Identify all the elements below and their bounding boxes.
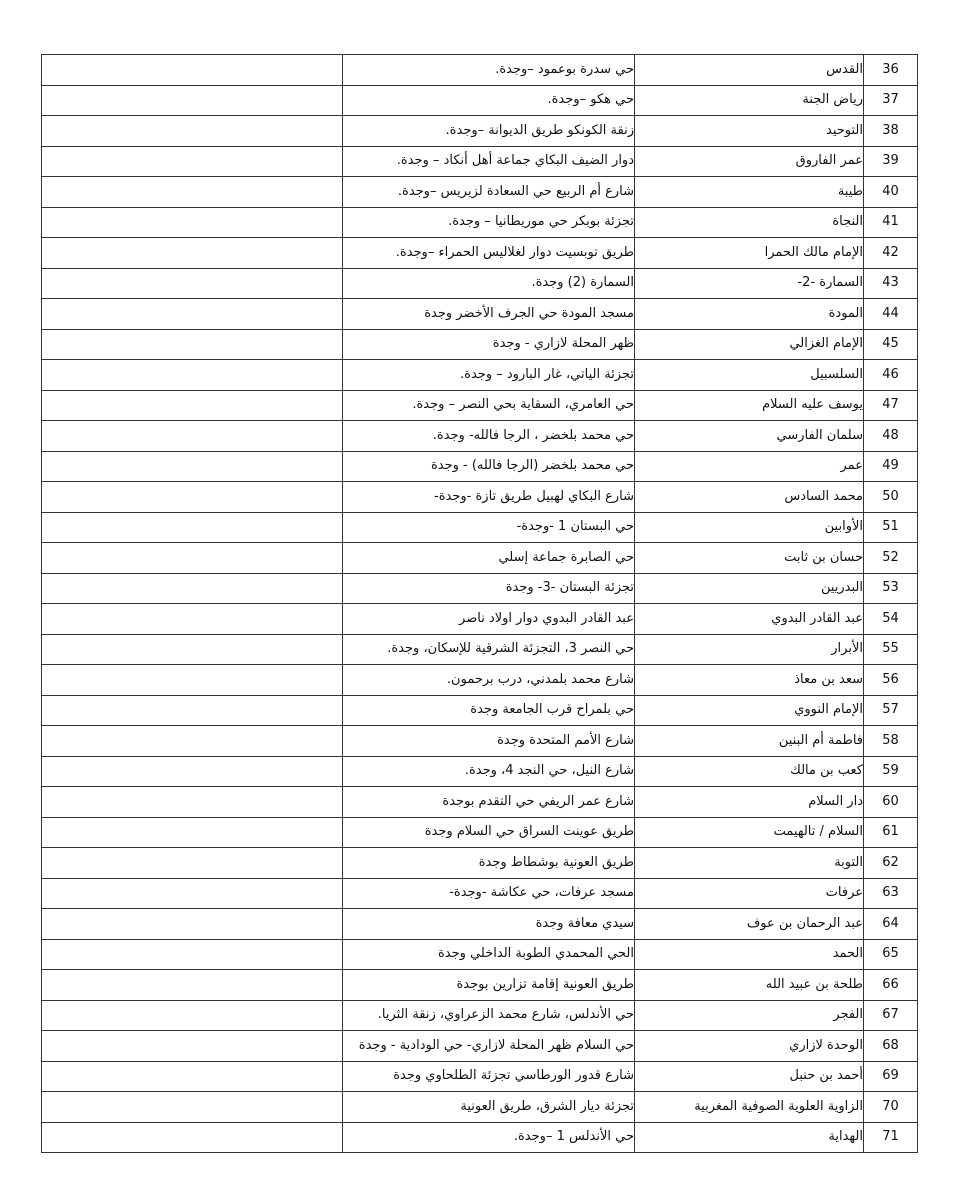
empty-cell xyxy=(42,329,343,360)
mosque-name-cell: الزاوية العلوية الصوفية المغربية xyxy=(635,1092,864,1123)
address-cell: السمارة (2) وجدة. xyxy=(343,268,635,299)
table-row xyxy=(42,299,918,330)
row-number-cell: 53 xyxy=(864,573,918,604)
table-row xyxy=(42,177,918,208)
row-number-cell: 67 xyxy=(864,1000,918,1031)
table-row xyxy=(42,512,918,543)
address-cell: حي بلمراح قرب الجامعة وجدة xyxy=(343,695,635,726)
table-row xyxy=(42,726,918,757)
mosque-name-cell: يوسف عليه السلام xyxy=(635,390,864,421)
address-cell: طريق عوينت السراق حي السلام وجدة xyxy=(343,817,635,848)
empty-cell xyxy=(42,390,343,421)
empty-cell xyxy=(42,1092,343,1123)
empty-cell xyxy=(42,482,343,513)
empty-cell xyxy=(42,1122,343,1153)
row-number-cell: 55 xyxy=(864,634,918,665)
row-number-cell: 58 xyxy=(864,726,918,757)
address-cell: الحي المحمدي الطوبة الداخلي وجدة xyxy=(343,939,635,970)
mosque-name-cell: التوبة xyxy=(635,848,864,879)
mosque-name-cell: البدريين xyxy=(635,573,864,604)
table-row xyxy=(42,1031,918,1062)
table-row xyxy=(42,421,918,452)
table-row xyxy=(42,146,918,177)
mosque-name-cell: رياض الجنة xyxy=(635,85,864,116)
empty-cell xyxy=(42,238,343,269)
table-row xyxy=(42,665,918,696)
row-number-cell: 41 xyxy=(864,207,918,238)
row-number-cell: 61 xyxy=(864,817,918,848)
mosque-name-cell: الإمام النووي xyxy=(635,695,864,726)
address-cell: شارع البكاي لهبيل طريق تازة -وجدة- xyxy=(343,482,635,513)
row-number-cell: 40 xyxy=(864,177,918,208)
address-cell: ظهر المحلة لازاري - وجدة xyxy=(343,329,635,360)
empty-cell xyxy=(42,268,343,299)
row-number-cell: 51 xyxy=(864,512,918,543)
table-row xyxy=(42,756,918,787)
address-cell: شارع النيل، حي النجد 4، وجدة. xyxy=(343,756,635,787)
row-number-cell: 52 xyxy=(864,543,918,574)
row-number-cell: 37 xyxy=(864,85,918,116)
empty-cell xyxy=(42,695,343,726)
row-number-cell: 64 xyxy=(864,909,918,940)
address-cell: شارع الأمم المتحدة وجدة xyxy=(343,726,635,757)
row-number-cell: 68 xyxy=(864,1031,918,1062)
address-cell: حي الصابرة جماعة إسلي xyxy=(343,543,635,574)
mosque-name-cell: دار السلام xyxy=(635,787,864,818)
table-row xyxy=(42,329,918,360)
mosque-name-cell: عمر xyxy=(635,451,864,482)
row-number-cell: 57 xyxy=(864,695,918,726)
empty-cell xyxy=(42,939,343,970)
table-row xyxy=(42,817,918,848)
row-number-cell: 60 xyxy=(864,787,918,818)
empty-cell xyxy=(42,604,343,635)
table-row xyxy=(42,634,918,665)
row-number-cell: 43 xyxy=(864,268,918,299)
empty-cell xyxy=(42,878,343,909)
empty-cell xyxy=(42,1031,343,1062)
empty-cell xyxy=(42,573,343,604)
address-cell: شارع عمر الريفي حي التقدم بوجدة xyxy=(343,787,635,818)
empty-cell xyxy=(42,665,343,696)
row-number-cell: 62 xyxy=(864,848,918,879)
table-row xyxy=(42,238,918,269)
table-row xyxy=(42,909,918,940)
address-cell: مسجد عرفات، حي عكاشة -وجدة- xyxy=(343,878,635,909)
mosque-name-cell: سلمان الفارسي xyxy=(635,421,864,452)
address-cell: زنقة الكونكو طريق الديوانة –وجدة. xyxy=(343,116,635,147)
address-cell: حي سدرة بوعمود –وجدة. xyxy=(343,55,635,86)
mosque-name-cell: كعب بن مالك xyxy=(635,756,864,787)
mosque-name-cell: الوحدة لازاري xyxy=(635,1031,864,1062)
address-cell: حي النصر 3، التجزئة الشرقية للإسكان، وجدة. xyxy=(343,634,635,665)
mosque-name-cell: السمارة -2- xyxy=(635,268,864,299)
empty-cell xyxy=(42,817,343,848)
empty-cell xyxy=(42,909,343,940)
table-row xyxy=(42,1092,918,1123)
empty-cell xyxy=(42,299,343,330)
empty-cell xyxy=(42,1000,343,1031)
row-number-cell: 49 xyxy=(864,451,918,482)
address-cell: حي الأندلس، شارع محمد الزعراوي، زنقة الثريا. xyxy=(343,1000,635,1031)
mosque-name-cell: القدس xyxy=(635,55,864,86)
mosque-table xyxy=(41,54,918,1153)
address-cell: طريق العونية بوشطاط وجدة xyxy=(343,848,635,879)
mosque-name-cell: سعد بن معاذ xyxy=(635,665,864,696)
empty-cell xyxy=(42,512,343,543)
mosque-name-cell: عرفات xyxy=(635,878,864,909)
mosque-name-cell: حسان بن ثابت xyxy=(635,543,864,574)
row-number-cell: 44 xyxy=(864,299,918,330)
table-row xyxy=(42,543,918,574)
empty-cell xyxy=(42,85,343,116)
table-row xyxy=(42,1122,918,1153)
row-number-cell: 59 xyxy=(864,756,918,787)
address-cell: شارع محمد بلمدني، درب برحمون. xyxy=(343,665,635,696)
mosque-name-cell: الأبرار xyxy=(635,634,864,665)
row-number-cell: 42 xyxy=(864,238,918,269)
address-cell: طريق العونية إقامة تزارين بوجدة xyxy=(343,970,635,1001)
empty-cell xyxy=(42,360,343,391)
table-row xyxy=(42,878,918,909)
address-cell: حي العامري، السقاية بحي النصر – وجدة. xyxy=(343,390,635,421)
row-number-cell: 63 xyxy=(864,878,918,909)
mosque-name-cell: الفجر xyxy=(635,1000,864,1031)
empty-cell xyxy=(42,116,343,147)
table-body xyxy=(42,55,918,1153)
mosque-name-cell: فاطمة أم البنين xyxy=(635,726,864,757)
table-row xyxy=(42,604,918,635)
empty-cell xyxy=(42,787,343,818)
empty-cell xyxy=(42,146,343,177)
row-number-cell: 54 xyxy=(864,604,918,635)
table-row xyxy=(42,695,918,726)
address-cell: حي هكو –وجدة. xyxy=(343,85,635,116)
mosque-name-cell: المودة xyxy=(635,299,864,330)
empty-cell xyxy=(42,634,343,665)
address-cell: حي محمد بلخضر ، الرجا فالله- وجدة. xyxy=(343,421,635,452)
mosque-name-cell: عبد الرحمان بن عوف xyxy=(635,909,864,940)
table-row xyxy=(42,482,918,513)
empty-cell xyxy=(42,543,343,574)
mosque-name-cell: عمر الفاروق xyxy=(635,146,864,177)
mosque-name-cell: السلام / تالهيمت xyxy=(635,817,864,848)
mosque-name-cell: الأوابين xyxy=(635,512,864,543)
mosque-name-cell: السلسبيل xyxy=(635,360,864,391)
mosque-name-cell: التوحيد xyxy=(635,116,864,147)
empty-cell xyxy=(42,1061,343,1092)
empty-cell xyxy=(42,207,343,238)
mosque-name-cell: محمد السادس xyxy=(635,482,864,513)
table-row xyxy=(42,207,918,238)
row-number-cell: 71 xyxy=(864,1122,918,1153)
row-number-cell: 46 xyxy=(864,360,918,391)
mosque-name-cell: الإمام مالك الحمرا xyxy=(635,238,864,269)
empty-cell xyxy=(42,421,343,452)
address-cell: تجزئة بوبكر حي موريطانيا – وجدة. xyxy=(343,207,635,238)
empty-cell xyxy=(42,756,343,787)
table-row xyxy=(42,116,918,147)
row-number-cell: 45 xyxy=(864,329,918,360)
address-cell: تجزئة البستان -3- وجدة xyxy=(343,573,635,604)
address-cell: دوار الضيف البكاي جماعة أهل أنكاد – وجدة. xyxy=(343,146,635,177)
address-cell: حي محمد بلخضر (الرجا فالله) - وجدة xyxy=(343,451,635,482)
document-page xyxy=(41,54,913,1153)
address-cell: حي السلام ظهر المحلة لازاري- حي الودادية - وجدة xyxy=(343,1031,635,1062)
table-row xyxy=(42,848,918,879)
mosque-name-cell: طلحة بن عبيد الله xyxy=(635,970,864,1001)
row-number-cell: 65 xyxy=(864,939,918,970)
mosque-name-cell: الحمد xyxy=(635,939,864,970)
address-cell: شارع قدور الورطاسي تجزئة الطلحاوي وجدة xyxy=(343,1061,635,1092)
row-number-cell: 38 xyxy=(864,116,918,147)
empty-cell xyxy=(42,848,343,879)
row-number-cell: 47 xyxy=(864,390,918,421)
address-cell: مسجد المودة حي الجرف الأخضر وجدة xyxy=(343,299,635,330)
row-number-cell: 56 xyxy=(864,665,918,696)
address-cell: تجزئة ديار الشرق، طريق العونية xyxy=(343,1092,635,1123)
row-number-cell: 48 xyxy=(864,421,918,452)
row-number-cell: 66 xyxy=(864,970,918,1001)
address-cell: حي الأندلس 1 –وجدة. xyxy=(343,1122,635,1153)
address-cell: حي البستان 1 -وجدة- xyxy=(343,512,635,543)
row-number-cell: 70 xyxy=(864,1092,918,1123)
mosque-name-cell: الإمام الغزالي xyxy=(635,329,864,360)
empty-cell xyxy=(42,55,343,86)
table-row xyxy=(42,360,918,391)
row-number-cell: 39 xyxy=(864,146,918,177)
address-cell: شارع أم الربيع حي السعادة لزيريس –وجدة. xyxy=(343,177,635,208)
address-cell: تجزئة الياتي، غار البارود – وجدة. xyxy=(343,360,635,391)
table-row xyxy=(42,55,918,86)
table-row xyxy=(42,787,918,818)
empty-cell xyxy=(42,177,343,208)
mosque-name-cell: النجاة xyxy=(635,207,864,238)
mosque-name-cell: الهداية xyxy=(635,1122,864,1153)
address-cell: عبد القادر البدوي دوار اولاد ناصر xyxy=(343,604,635,635)
table-row xyxy=(42,1000,918,1031)
table-row xyxy=(42,573,918,604)
empty-cell xyxy=(42,726,343,757)
table-row xyxy=(42,1061,918,1092)
table-row xyxy=(42,390,918,421)
mosque-name-cell: طيبة xyxy=(635,177,864,208)
table-row xyxy=(42,268,918,299)
row-number-cell: 50 xyxy=(864,482,918,513)
table-row xyxy=(42,970,918,1001)
address-cell: طريق توبسيت دوار لغلاليس الحمراء –وجدة. xyxy=(343,238,635,269)
address-cell: سيدي معافة وجدة xyxy=(343,909,635,940)
row-number-cell: 69 xyxy=(864,1061,918,1092)
table-row xyxy=(42,939,918,970)
empty-cell xyxy=(42,451,343,482)
mosque-name-cell: أحمد بن حنبل xyxy=(635,1061,864,1092)
empty-cell xyxy=(42,970,343,1001)
table-row xyxy=(42,451,918,482)
mosque-name-cell: عبد القادر البدوي xyxy=(635,604,864,635)
table-row xyxy=(42,85,918,116)
row-number-cell: 36 xyxy=(864,55,918,86)
